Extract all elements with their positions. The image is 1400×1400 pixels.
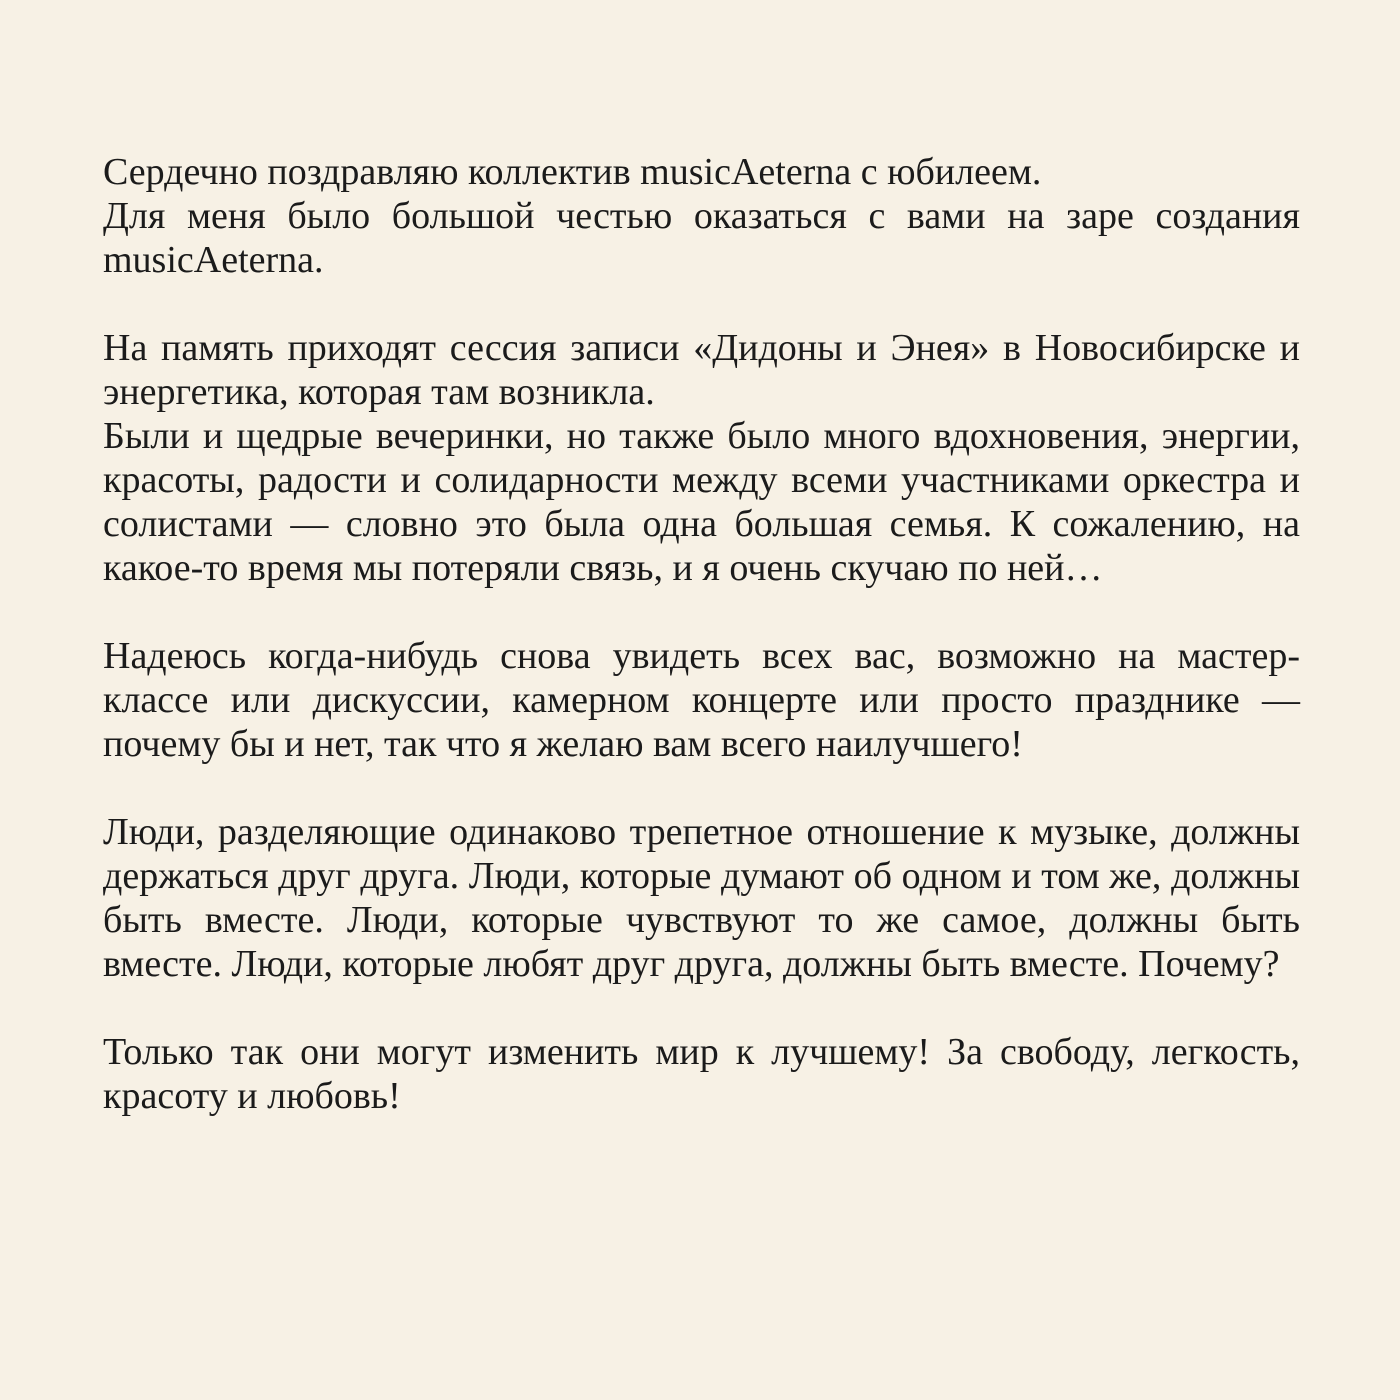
paragraph-hope: Надеюсь когда-нибудь снова увидеть всех вас, возможно на мастер-классе или дискуссии, камерном концерте или просто празднике — почему бы и нет, так что я желаю вам всего наилучшего! [103,635,1300,765]
paragraph-honor: Для меня было большой честью оказаться с вами на заре создания musicAeterna. [103,195,1300,281]
paragraph-closing: Только так они могут изменить мир к лучшему! За свободу, легкость, красоту и любовь! [103,1031,1300,1117]
paragraph-together: Люди, разделяющие одинаково трепетное отношение к музыке, должны держаться друг друга. Люди, которые думают об одном и том же, должны быть вместе. Люди, которые чувствуют то же самое, должны быть вместе. Люди, которые любят друг друга, должны быть вместе. Почему? [103,811,1300,985]
paragraph-family: Были и щедрые вечеринки, но также было много вдохновения, энергии, красоты, радости и солидарности между всеми участниками оркестра и солистами — словно это была одна большая семья. К сожалению, на какое-то время мы потеряли связь, и я очень скучаю по ней… [103,415,1300,589]
letter-body [103,150,1300,1118]
paragraph-memory: На память приходят сессия записи «Дидоны и Энея» в Новосибирске и энергетика, которая там возникла. [103,327,1300,413]
paragraph-greeting: Сердечно поздравляю коллектив musicAeterna с юбилеем. [103,151,1042,193]
